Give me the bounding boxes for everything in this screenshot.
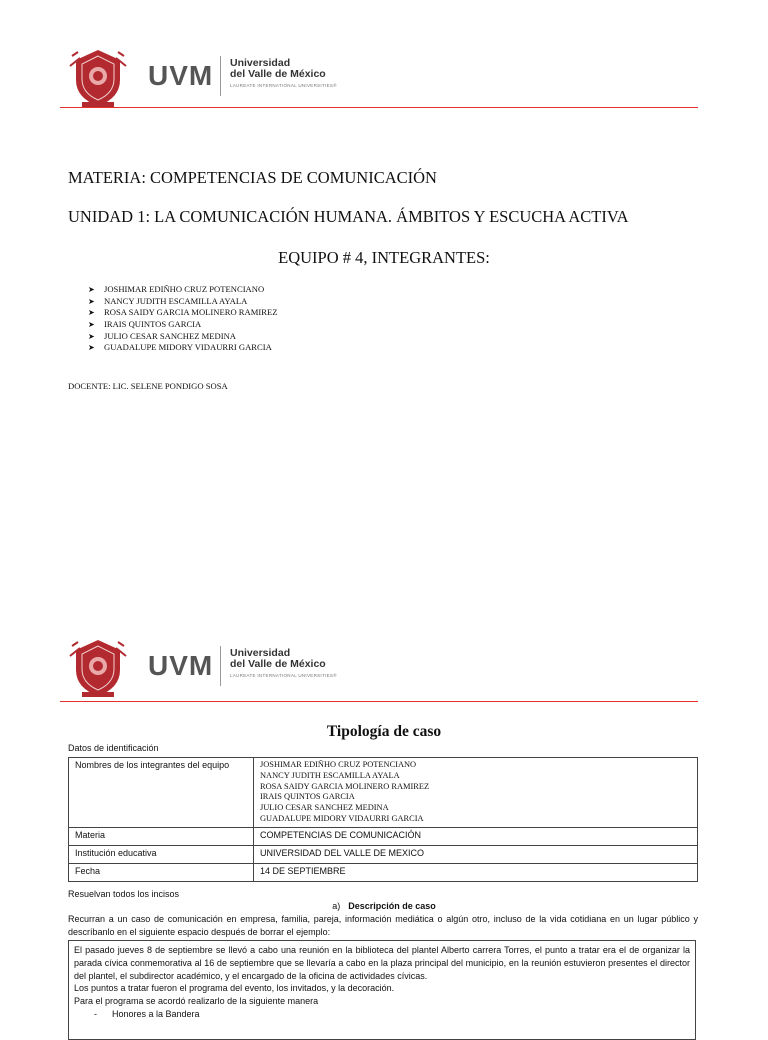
list-item bbox=[88, 342, 277, 354]
resuelvan-text: Resuelvan todos los incisos bbox=[68, 889, 180, 899]
laureate-subline: LAUREATE INTERNATIONAL UNIVERSITIES® bbox=[230, 83, 337, 88]
table-row bbox=[69, 845, 698, 863]
case-item-text: Honores a la Bandera bbox=[112, 1008, 200, 1019]
identification-table bbox=[68, 757, 698, 882]
page-title: Tipología de caso bbox=[326, 723, 442, 740]
arrow-bullet-icon: ➤ bbox=[88, 331, 95, 341]
case-list-item bbox=[74, 1008, 690, 1021]
table-cell-value: COMPETENCIAS DE COMUNICACIÓN bbox=[254, 827, 698, 845]
uvm-crest-icon bbox=[68, 46, 128, 110]
table-cell-value: UNIVERSIDAD DEL VALLE DE MEXICO bbox=[254, 845, 698, 863]
uvm-wordmark: UVM bbox=[148, 650, 214, 681]
uvm-crest-icon bbox=[68, 636, 128, 700]
header-rule bbox=[60, 107, 698, 108]
arrow-bullet-icon: ➤ bbox=[88, 296, 95, 306]
university-name-line1: Universidad bbox=[230, 57, 291, 69]
university-name bbox=[230, 58, 326, 80]
table-cell-label: Fecha bbox=[69, 863, 254, 881]
integrante-name: IRAIS QUINTOS GARCIA bbox=[260, 792, 355, 802]
materia-heading: MATERIA: COMPETENCIAS DE COMUNICACIÓN bbox=[68, 168, 437, 187]
member-list bbox=[88, 284, 277, 354]
list-item bbox=[88, 284, 277, 296]
docente-line: DOCENTE: LIC. SELENE PONDIGO SOSA bbox=[68, 381, 228, 391]
dash-bullet: - bbox=[94, 1008, 97, 1019]
list-item bbox=[88, 319, 277, 331]
uvm-logo bbox=[68, 46, 337, 110]
case-paragraph: El pasado jueves 8 de septiembre se llevó a cabo una reunión en la biblioteca del plantel Alberto carrera Torres, el punto a tratar era el de organizar la parada cívica conmemorativa al 16 de septiembre que se llevaría a cabo en la plaza principal del municipio, en la reunión estuvieron presentes el director del plantel, el subdirector académico, y el encargado de la oficina de actividades cívicas. bbox=[74, 945, 690, 981]
table-row bbox=[69, 863, 698, 881]
section-a-heading bbox=[0, 901, 768, 911]
integrante-name: ROSA SAIDY GARCIA MOLINERO RAMIREZ bbox=[260, 781, 430, 791]
table-cell-label: Nombres de los integrantes del equipo bbox=[69, 758, 254, 828]
university-name-line2: del Valle de México bbox=[230, 658, 326, 670]
university-name bbox=[230, 648, 326, 670]
table-cell-integrantes bbox=[254, 758, 698, 828]
uvm-wordmark: UVM bbox=[148, 60, 214, 91]
datos-label: Datos de identificación bbox=[68, 743, 159, 753]
uvm-logo-page2 bbox=[68, 636, 337, 700]
member-name: ROSA SAIDY GARCIA MOLINERO RAMIREZ bbox=[104, 307, 278, 318]
laureate-subline: LAUREATE INTERNATIONAL UNIVERSITIES® bbox=[230, 673, 337, 678]
list-item bbox=[88, 307, 277, 319]
equipo-heading: EQUIPO # 4, INTEGRANTES: bbox=[278, 248, 490, 267]
section-a-number: a) bbox=[332, 901, 341, 911]
list-item bbox=[88, 331, 277, 343]
university-name-line1: Universidad bbox=[230, 647, 291, 659]
member-name: JOSHIMAR EDIÑHO CRUZ POTENCIANO bbox=[104, 284, 265, 294]
logo-separator bbox=[220, 56, 221, 96]
case-paragraph: Para el programa se acordó realizarlo de la siguiente manera bbox=[74, 996, 319, 1007]
case-paragraph: Los puntos a tratar fueron el programa del evento, los invitados, y la decoración. bbox=[74, 983, 395, 994]
member-name: IRAIS QUINTOS GARCIA bbox=[104, 319, 202, 330]
unidad-heading: UNIDAD 1: LA COMUNICACIÓN HUMANA. ÁMBITOS Y ESCUCHA ACTIVA bbox=[68, 207, 629, 226]
arrow-bullet-icon: ➤ bbox=[88, 285, 95, 294]
table-cell-value: 14 DE SEPTIEMBRE bbox=[254, 863, 698, 881]
arrow-bullet-icon: ➤ bbox=[88, 320, 95, 330]
case-description-box[interactable] bbox=[68, 940, 696, 1040]
header-rule-page2 bbox=[60, 701, 698, 702]
arrow-bullet-icon: ➤ bbox=[88, 308, 95, 318]
integrante-name: NANCY JUDITH ESCAMILLA AYALA bbox=[260, 770, 400, 780]
table-row bbox=[69, 758, 698, 828]
list-item bbox=[88, 296, 277, 308]
table-cell-label: Institución educativa bbox=[69, 845, 254, 863]
table-row bbox=[69, 827, 698, 845]
university-name-line2: del Valle de México bbox=[230, 68, 326, 80]
section-a-title: Descripción de caso bbox=[348, 901, 436, 911]
logo-separator bbox=[220, 646, 221, 686]
integrante-name: GUADALUPE MIDORY VIDAURRI GARCIA bbox=[260, 813, 424, 823]
member-name: NANCY JUDITH ESCAMILLA AYALA bbox=[104, 295, 248, 306]
integrante-name: JOSHIMAR EDIÑHO CRUZ POTENCIANO bbox=[260, 760, 417, 769]
arrow-bullet-icon: ➤ bbox=[88, 343, 95, 353]
member-name: JULIO CESAR SANCHEZ MEDINA bbox=[104, 330, 237, 341]
integrante-name: JULIO CESAR SANCHEZ MEDINA bbox=[260, 803, 389, 813]
instructions-text: Recurran a un caso de comunicación en empresa, familia, pareja, información mediática o algún otro, incluso de la vida cotidiana en un lugar público y descríbanlo en el siguiente espacio después de borrar el ejemplo: bbox=[68, 914, 698, 937]
member-name: GUADALUPE MIDORY VIDAURRI GARCIA bbox=[104, 342, 272, 353]
table-cell-label: Materia bbox=[69, 827, 254, 845]
